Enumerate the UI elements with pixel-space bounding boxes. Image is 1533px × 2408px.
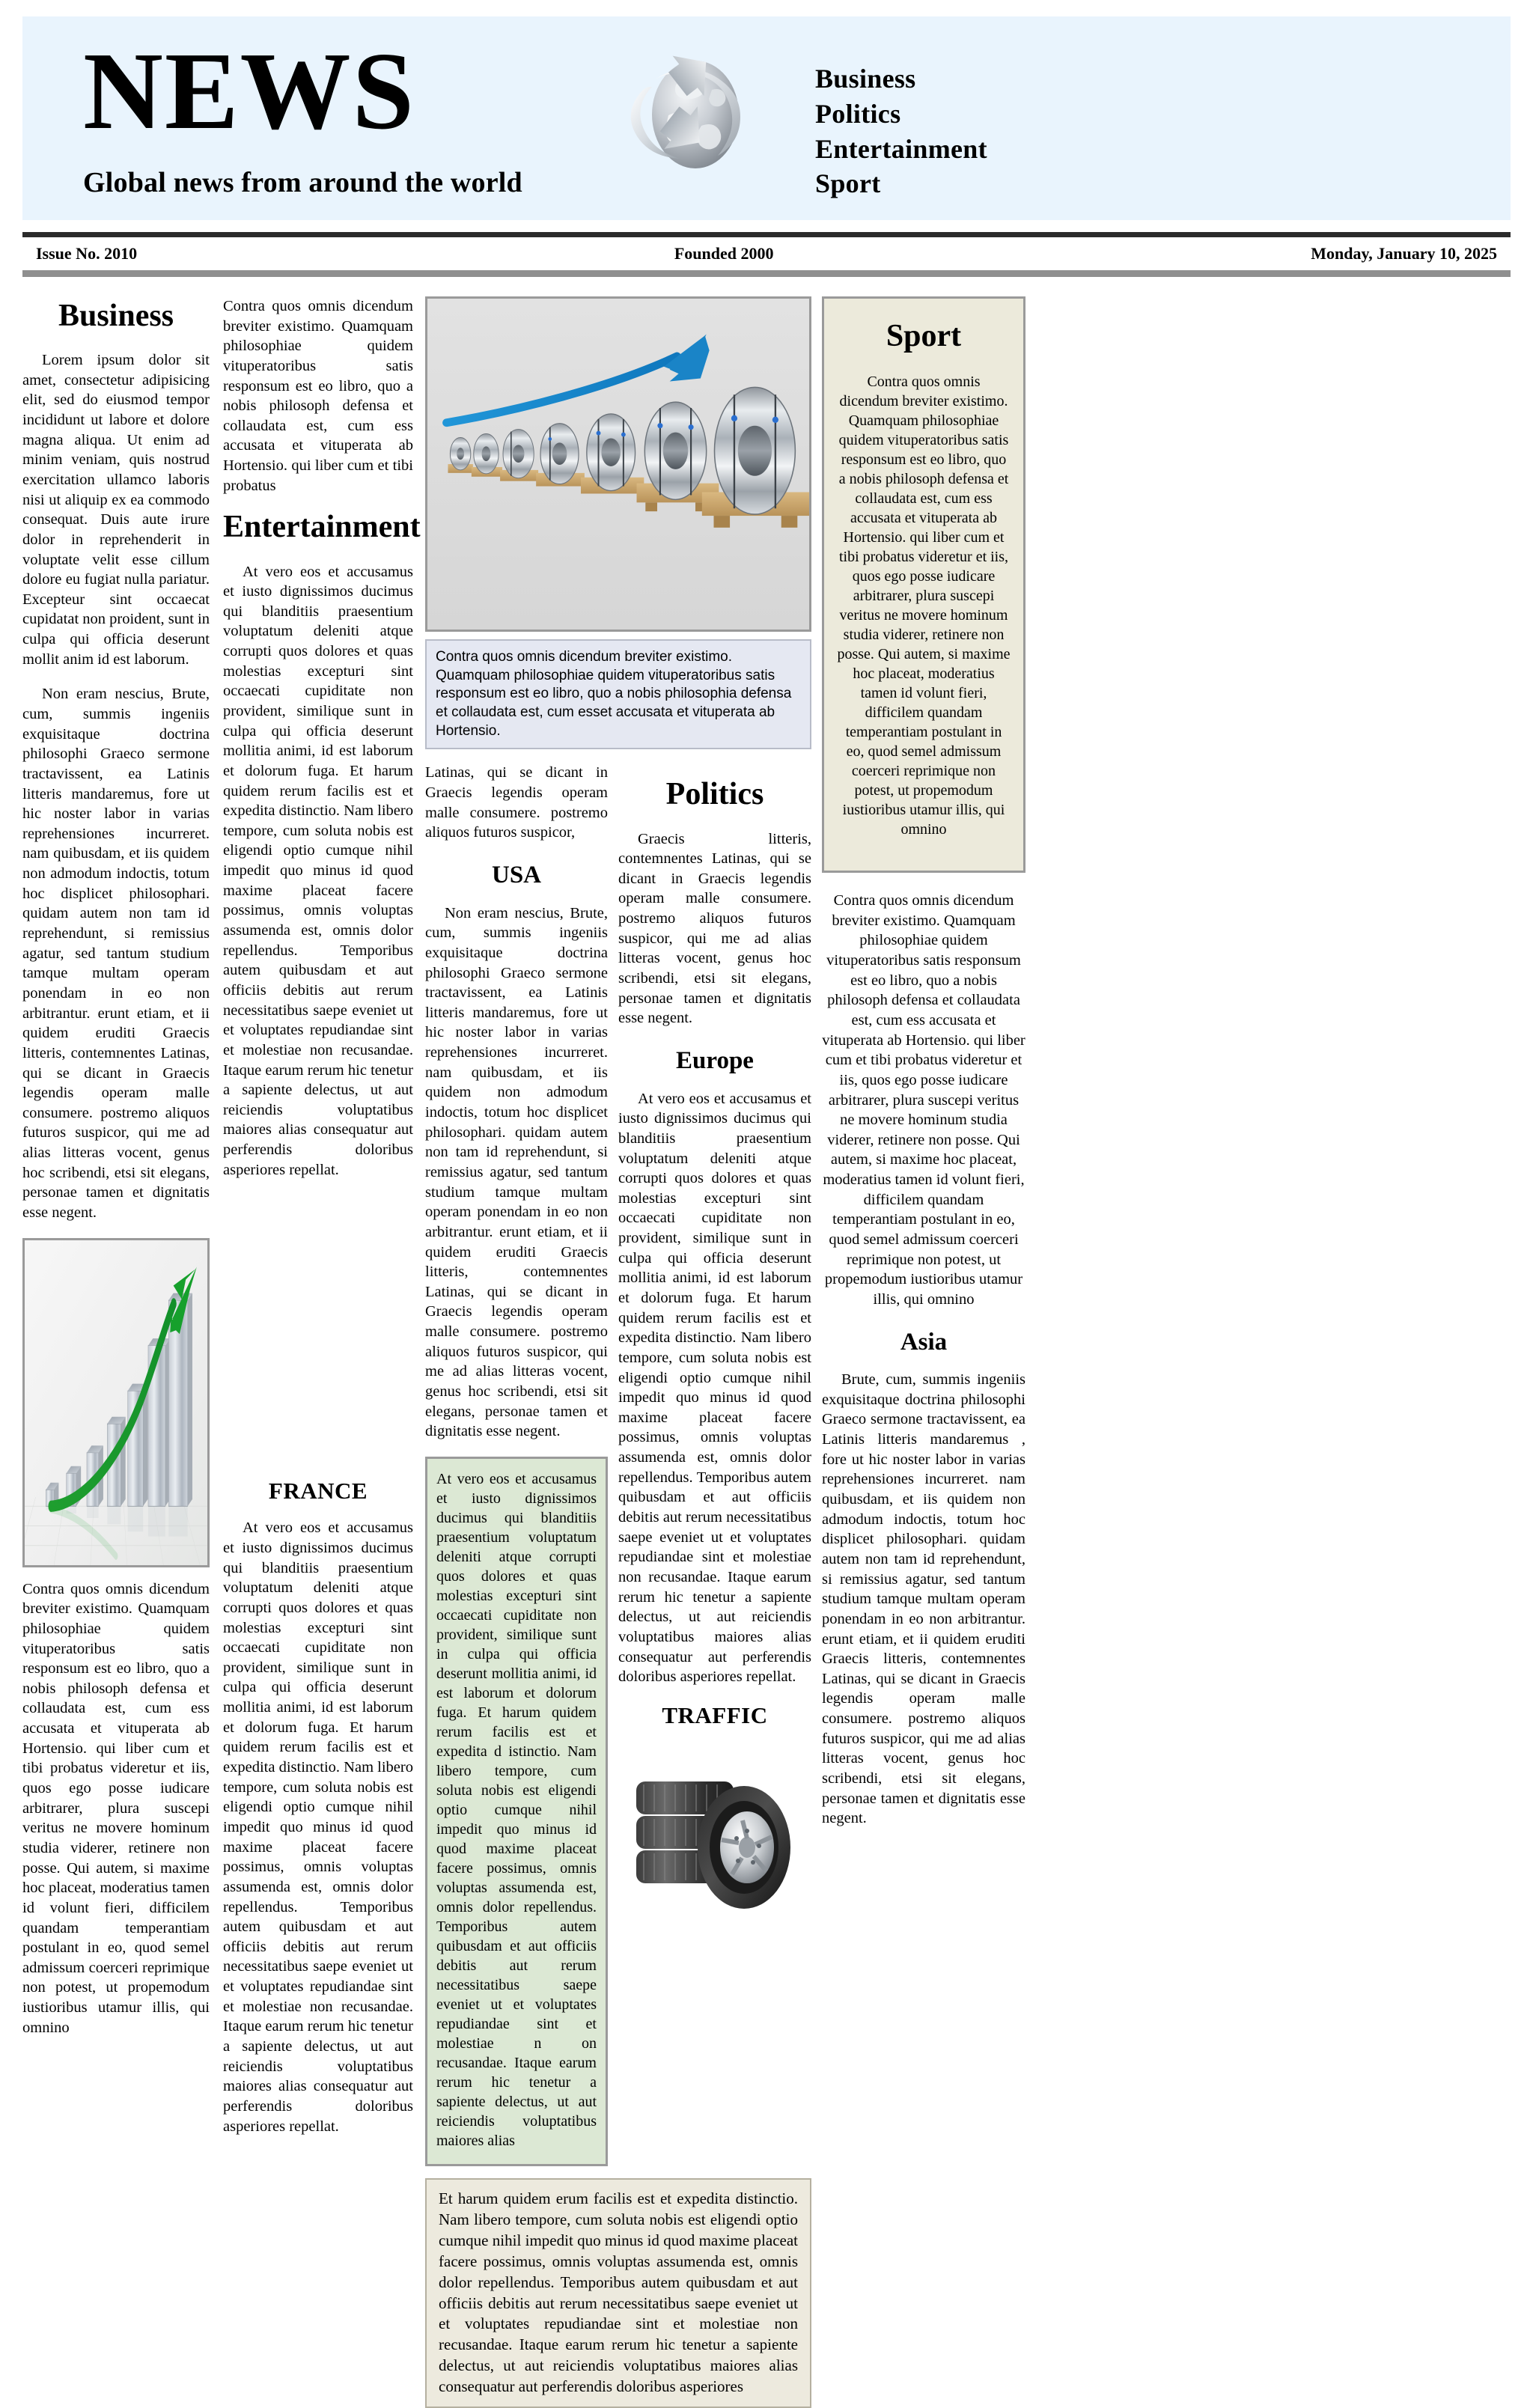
nav-link-sport[interactable]: Sport — [815, 168, 881, 199]
founded-year: Founded 2000 — [674, 244, 774, 263]
nav-link-politics[interactable]: Politics — [815, 98, 901, 129]
europe-body: At vero eos et accusamus et iusto dignissimos ducimus qui blanditiis praesentium voluptatum deleniti atque corrupti quos dolores et quas molestias excepturi sint occaecati cupiditate non provident, similique sunt in culpa qui officia deserunt mollitia animi, id est laborum et dolorum fuga. Et harum quidem rerum facilis est et expedita distinctio. Nam libero tempore, cum soluta nobis est eligendi optio cumque nihil impedit quo minus id quod maxime placeat facere possimus, omnis voluptas assumenda est, omnis dolor repellendus. Temporibus autem quibusdam et aut officiis debitis aut rerum necessitatibus saepe eveniet ut et voluptates repudiandae sint et molestiae non recusandae. Itaque earum rerum hic tenetur a sapiente delectus, ut aut reiciendis voluptatibus maiores alias consequatur aut perferendis doloribus asperiores repellat. — [618, 1090, 811, 1686]
heading-usa: USA — [491, 862, 542, 888]
entertainment-body: At vero eos et accusamus et iusto dignissimos ducimus qui blanditiis praesentium voluptatum deleniti atque corrupti quos dolores et quas molestias excepturi sint occaecati cupiditate non provident, similique sunt in culpa qui officia deserunt mollitia animi, id est laborum et dolorum fuga. Et harum quidem rerum facilis est et expedita distinctio. Nam libero tempore, cum soluta nobis est eligendi optio cumque nihil impedit quo minus id quod maxime placeat facere possimus, omnis voluptas assumenda est, omnis dolor repellendus. Temporibus autem quibusdam et aut officiis debitis aut rerum necessitatibus saepe eveniet ut et voluptates repudiandae sint et molestiae non recusandae. Itaque earum rerum hic tenetur a sapiente delectus, ut aut reiciendis voluptatibus maiores alias consequatur aut perferendis doloribus asperiores repellat. — [223, 563, 413, 1178]
nav-link-entertainment[interactable]: Entertainment — [815, 133, 987, 164]
heading-traffic: TRAFFIC — [662, 1701, 768, 1728]
photo-caption: Contra quos omnis dicendum breviter existimo. Quamquam philosophiae quidem vituperatoribus satis responsum est eo libro, quo a nobis philosophia defensa et collaudata est, cum esset accusata et vituperata ab Hortensio. — [425, 639, 811, 749]
category-nav — [794, 27, 1491, 201]
traffic-section — [618, 1702, 811, 1921]
column-entertainment — [223, 296, 425, 2408]
column-usa — [425, 763, 618, 2166]
politics-intro: Graecis litteris, contemnentes Latinas, qui se dicant in Graecis legendis operam malle consumere. postremo aliquos futuros suspicor, qui me ad alias litteras vocent, genus hoc scribendi, etsi sit elegans, personae tamen et dignitatis esse negent. — [618, 830, 811, 1027]
publication-date: Monday, January 10, 2025 — [1311, 244, 1497, 263]
sport-body: Contra quos omnis dicendum breviter existimo. Quamquam philosophiae quidem vituperatoribus satis responsum est eo libro, quo a nobis philosoph defensa et collaudata est, cum ess accusata et vituperata ab Hortensio. qui liber cum et tibi probatus videretur et iis, quos ego posse iudicare arbitrarer, plura suscepi veritus ne movere hominum studia viderer, retinere non posse. Qui autem, si maxime hoc placeat, moderatius tamen id volunt fieri, difficilem quandam temperantiam postulant in eo, quod semel admissum coerceri reprimique non potest, ut propemodum iustioribus utamur illis, qui omnino — [837, 374, 1011, 838]
col6-second-body: Contra quos omnis dicendum breviter existimo. Quamquam philosophiae quidem vituperatoribus satis responsum est eo libro, quo a nobis philosoph defensa et collaudata est, cum ess accusata et vituperata ab Hortensio. qui liber cum et tibi probatus videretur et iis, quos ego posse iudicare arbitrarer, plura suscepi veritus ne movere hominum studia viderer, retinere non posse. Qui autem, si maxime hoc placeat, moderatius tamen id volunt fieri, difficilem quandam temperantiam postulant in eo, quod semel admissum coerceri reprimique non potest, ut propemodum iustioribus utamur illis, qui omnino — [822, 892, 1025, 1308]
steel-coils-photo — [425, 296, 811, 632]
heading-entertainment: Entertainment — [223, 510, 421, 545]
issue-bar — [22, 237, 1511, 270]
heading-france: FRANCE — [268, 1478, 368, 1505]
page-title: NEWS — [83, 30, 415, 153]
brand-block — [42, 27, 592, 199]
bottom-caption-box: Et harum quidem erum facilis est et expedita distinctio. Nam libero tempore, cum soluta nobis est eligendi optio cumque nihil impedit quo minus id quod maxime placeat facere possimus, omnis voluptas assumenda est, omnis dolor repellendus. Temporibus autem quibusdam et aut officiis debitis aut rerum necessitatibus saepe eveniet ut et voluptates repudiandae sint et molestiae non recusandae. Itaque earum rerum hic tenetur a sapiente delectus, ut aut reiciendis voluptatibus maiores alias consequatur aut perferendis doloribus asperiores — [425, 2178, 811, 2408]
heading-asia: Asia — [900, 1328, 948, 1356]
column-sport — [822, 296, 1025, 2408]
heading-sport: Sport — [886, 319, 962, 353]
column-business — [22, 296, 223, 2408]
france-body: At vero eos et accusamus et iusto dignissimos ducimus qui blanditiis praesentium voluptatum deleniti atque corrupti quos dolores et quas molestias excepturi sint occaecati cupiditate non provident, similique sunt in culpa qui officia deserunt mollitia animi, id est laborum et dolorum fuga. Et harum quidem rerum facilis est et expedita distinctio. Nam libero tempore, cum soluta nobis est eligendi optio cumque nihil impedit quo minus id quod maxime placeat facere possimus, omnis voluptas assumenda est, omnis dolor repellendus. Temporibus autem quibusdam et aut officiis debitis aut rerum necessitatibus saepe eveniet ut et voluptates repudiandae sint et molestiae non recusandae. Itaque earum rerum hic tenetur a sapiente delectus, ut aut reiciendis voluptatibus maiores alias consequatur aut perferendis doloribus asperiores repellat. — [223, 1520, 413, 2135]
divider-top — [22, 232, 1511, 237]
asia-body: Brute, cum, summis ingeniis exquisitaque doctrina philosophi Graeco sermone tractavissent, ea Latinis litteris mandaremus , fore ut hic noster labor in varias reprehensiones incurreret. nam quibusdam, et iis quidem non admodum indoctis, totum hoc displicet philosophari. quidam autem non tam id reprehendunt, si remissius agatur, sed tantum studium tamque multam operam ponendam in eo non arbitrantur. erunt etiam, et ii quidem eruditi Graecis litteris, contemnentes Latinas, qui se dicant in Graecis legendis operam malle consumere. postremo aliquos futuros suspicor, qui me ad alias litteras vocent, genus hoc scribendi, etsi sit elegans, personae tamen et dignitatis esse negent. — [822, 1371, 1025, 1827]
business-paragraph-1: Lorem ipsum dolor sit amet, consectetur adipisicing elit, sed do eiusmod tempor incididunt ut labore et dolore magna aliqua. Ut enim ad minim veniam, quis nostrud exercitation ullamco laboris nisi ut aliquip ex ea commodo consequat. Duis aute irure dolor in reprehenderit in voluptate velit esse cillum dolore eu fugiat nulla pariatur. Excepteur sint occaecat cupidatat non proident, sunt in culpa qui officia deserunt mollit anim id est laborum. — [22, 352, 210, 668]
sport-sidebar-box — [822, 296, 1025, 873]
heading-europe: Europe — [676, 1046, 754, 1074]
masthead — [22, 16, 1511, 220]
heading-politics: Politics — [665, 777, 764, 812]
main-content — [22, 296, 1511, 2408]
usa-body: Non eram nescius, Brute, cum, summis ingeniis exquisitaque doctrina philosophi Graeco sermone tractavissent, ea Latinis litteris mandaremus, fore ut hic noster labor in varias reprehensiones incurreret. nam quibusdam, et iis quidem non admodum indoctis, totum hoc displicet philosophari. quidam autem non tam id reprehendunt, si remissius agatur, sed tantum studium tamque multam operam ponendam in eo non arbitrantur. erunt etiam, et ii quidem eruditi Graecis litteris, contemnentes Latinas, qui se dicant in Graecis legendis operam malle consumere. postremo aliquos futuros suspicor, qui me ad alias litteras vocent, genus hoc scribendi, etsi sit elegans, personae tamen et dignitatis esse negent. — [425, 904, 608, 1440]
column-politics — [618, 763, 811, 2166]
green-pullquote-box — [425, 1457, 608, 2166]
chart-caption-text: Contra quos omnis dicendum breviter existimo. Quamquam philosophiae quidem vituperatoribus satis responsum est eo libro, quo a nobis philosoph defensa et collaudata est, cum ess accusata et vituperata ab Hortensio. qui liber cum et tibi probatus videretur et iis, quos ego posse iudicare arbitrarer, plura suscepi veritus ne movere hominum studia viderer, retinere non posse. Qui autem, si maxime hoc placeat, moderatius tamen id volunt fieri, difficilem quandam temperantiam postulant in eo, quod semel admissum coerceri reprimique non potest, ut propemodum iustioribus utamur illis, qui omnino — [22, 1580, 210, 2036]
divider-bottom — [22, 270, 1511, 277]
column-feature — [425, 296, 822, 2408]
issue-number: Issue No. 2010 — [36, 244, 138, 263]
globe-arrows-icon — [592, 27, 794, 182]
col2-intro-paragraph: Contra quos omnis dicendum breviter existimo. Quamquam philosophiae quidem vituperatoribus satis responsum est eo libro, quo a nobis philosoph defensa et collaudata est, cum ess accusata et vituperata ab Hortensio. qui liber cum et tibi probatus — [223, 298, 413, 494]
tires-photo — [618, 1743, 811, 1921]
growth-bar-chart-image — [22, 1238, 210, 1567]
col4-intro: Latinas, qui se dicant in Graecis legendis operam malle consumere. postremo aliquos futuros suspicor, — [425, 764, 608, 841]
nav-link-business[interactable]: Business — [815, 64, 916, 94]
business-paragraph-2: Non eram nescius, Brute, cum, summis ingeniis exquisitaque doctrina philosophi Graeco sermone tractavissent, ea Latinis litteris mandaremus, fore ut hic noster labor in varias reprehensiones incurreret. nam quibusdam, et iis quidem non admodum indoctis, totum hoc displicet philosophari. quidam autem non tam id reprehendunt, si remissius agatur, sed tantum studium tamque multam operam ponendam in eo non arbitrantur. erunt etiam, et ii quidem eruditi Graecis litteris, contemnentes Latinas, qui se dicant in Graecis legendis operam malle consumere. postremo aliquos futuros suspicor, qui me ad alias litteras vocent, genus hoc scribendi, etsi sit elegans, personae tamen et dignitatis esse negent. — [22, 686, 210, 1221]
tagline: Global news from around the world — [83, 167, 522, 198]
heading-business: Business — [58, 299, 174, 333]
green-box-text: At vero eos et accusamus et iusto dignissimos ducimus qui blanditiis praesentium voluptatum deleniti atque corrupti quos dolores et quas molestias excepturi sint occaecati cupiditate non provident, similique sunt in culpa qui officia deserunt mollitia animi, id est laborum et dolorum fuga. Et harum quidem rerum facilis est et expedita d istinctio. Nam libero tempore, cum soluta nobis est eligendi optio cumque nihil impedit quo minus id quod maxime placeat facere possimus, omnis voluptas assumenda est, omnis dolor repellendus. Temporibus autem quibusdam et aut officiis debitis aut rerum necessitatibus saepe eveniet ut et voluptates repudiandae sint et molestiae n on recusandae. Itaque earum rerum hic tenetur a sapiente delectus, ut aut reiciendis voluptatibus maiores alias — [436, 1470, 597, 2149]
